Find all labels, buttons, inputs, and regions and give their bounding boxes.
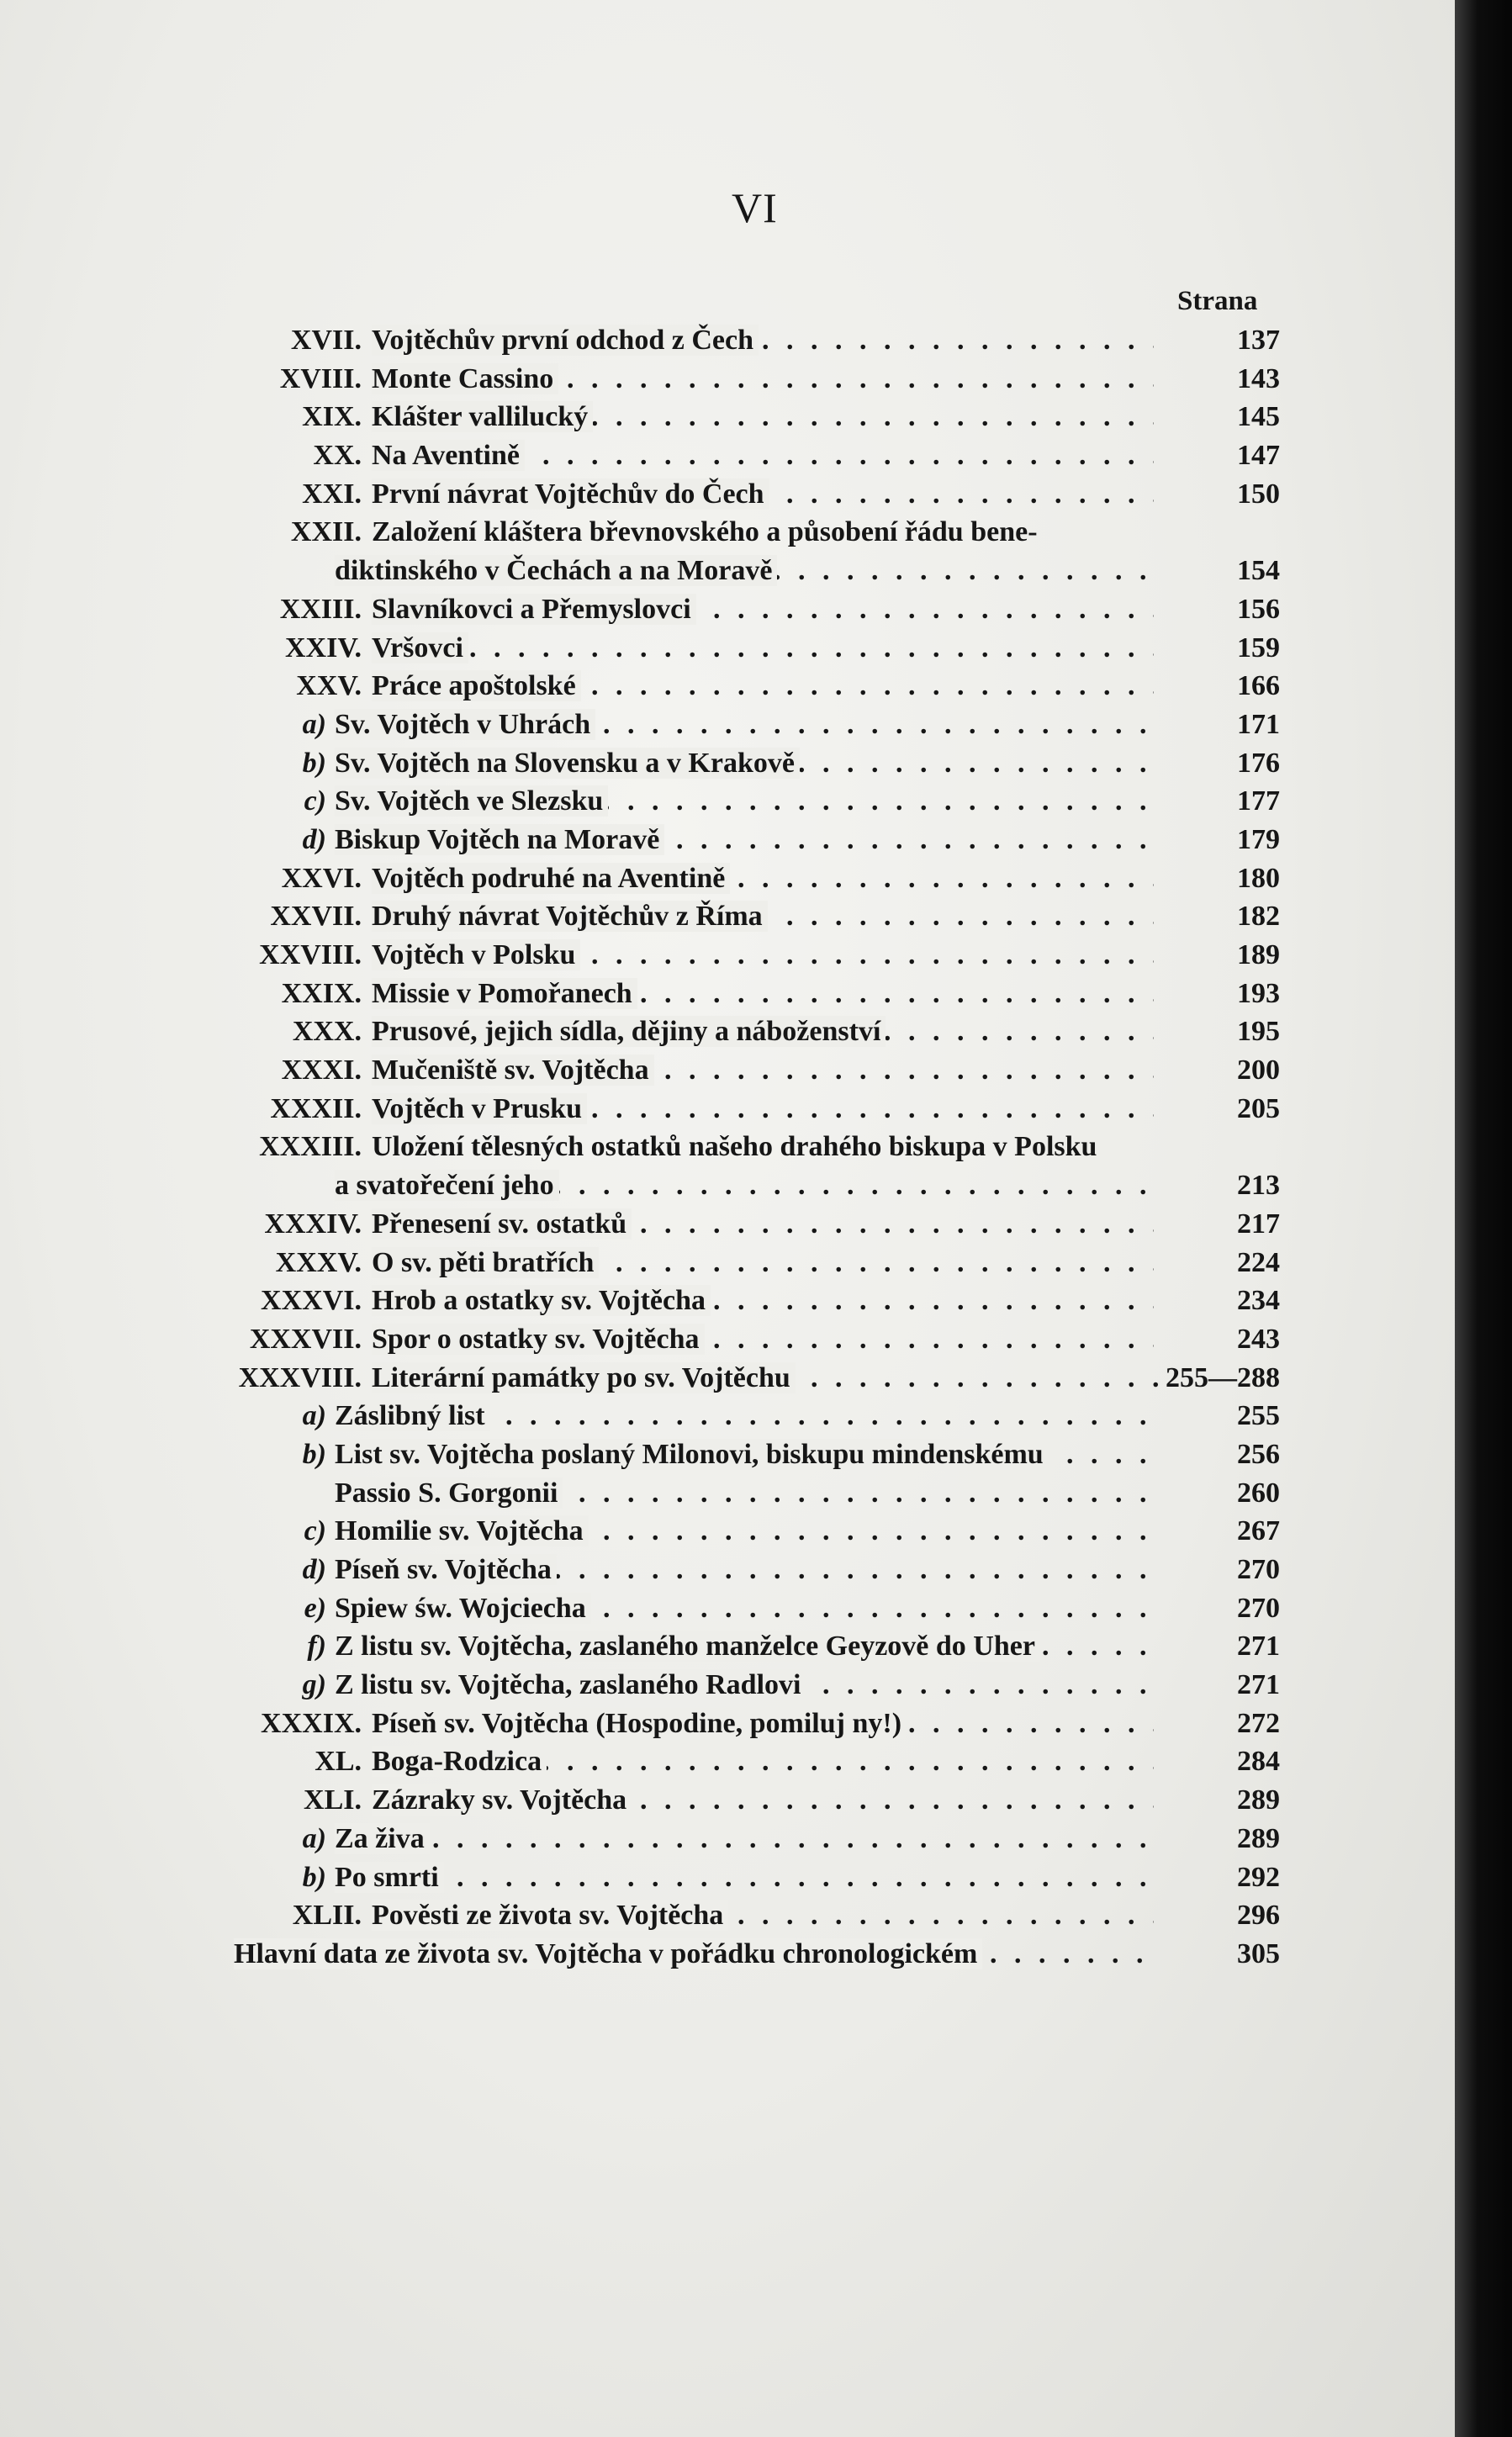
entry-title: Přenesení sv. ostatků: [372, 1208, 632, 1240]
entry-title: Sv. Vojtěch na Slovensku a v Krakově: [335, 748, 800, 779]
toc-entry: [0, 897, 1455, 936]
entry-title: Po smrti: [335, 1862, 444, 1893]
entry-number: XXXIX.: [261, 1707, 362, 1739]
entry-title: Biskup Vojtěch na Moravě: [335, 824, 664, 855]
entry-title: Píseň sv. Vojtěcha (Hospodine, pomiluj ny!): [372, 1708, 907, 1739]
entry-page: 255: [1237, 1400, 1280, 1432]
entry-number: XXIV.: [284, 632, 362, 663]
toc-entry: [0, 1435, 1455, 1474]
toc-entry: [0, 1589, 1455, 1628]
entry-page: 195: [1237, 1016, 1280, 1048]
entry-page: 289: [1237, 1784, 1280, 1816]
entry-page: 189: [1237, 939, 1280, 970]
toc-entry: [0, 321, 1455, 360]
entry-page: 255—288: [1166, 1361, 1280, 1393]
entry-number: XXIII.: [279, 593, 362, 625]
entry-number: XXVIII.: [259, 939, 362, 970]
toc-entry: [0, 1474, 1455, 1513]
entry-page: 305: [1237, 1937, 1280, 1969]
toc-entry: [0, 1512, 1455, 1551]
entry-number: XX.: [313, 440, 362, 472]
entry-title: Slavníkovci a Přemyslovci: [372, 594, 696, 625]
entry-number: g): [302, 1669, 326, 1701]
entry-page: 234: [1237, 1285, 1280, 1317]
entry-page: 292: [1237, 1861, 1280, 1893]
entry-page: 272: [1237, 1707, 1280, 1739]
entry-page: 213: [1237, 1170, 1280, 1202]
toc-entry: [0, 1896, 1455, 1935]
entry-page: 243: [1237, 1323, 1280, 1355]
entry-number: a): [302, 1400, 326, 1432]
entry-title: Spiew św. Wojciecha: [335, 1593, 591, 1624]
page-edge-shadow: [1455, 0, 1512, 2437]
toc-entry: [0, 436, 1455, 475]
entry-number: XXXIV.: [264, 1208, 362, 1240]
entry-title: Vojtěchův první odchod z Čech: [372, 325, 759, 356]
entry-number: XXXII.: [270, 1092, 362, 1124]
entry-title: Hlavní data ze života sv. Vojtěcha v pořádku chronologickém: [234, 1938, 982, 1969]
entry-number: XXVII.: [270, 901, 362, 933]
toc-entry: [0, 1551, 1455, 1589]
toc-entry: [0, 821, 1455, 859]
entry-title: Píseň sv. Vojtěcha: [335, 1554, 557, 1585]
entry-number: XLI.: [304, 1784, 362, 1816]
entry-title: Vojtěch v Polsku: [372, 939, 580, 970]
entry-number: XXIX.: [281, 977, 362, 1009]
entry-page: 171: [1237, 708, 1280, 740]
entry-number: XXX.: [292, 1016, 362, 1048]
entry-title: Na Aventině: [372, 440, 525, 471]
entry-title: Homilie sv. Vojtěcha: [335, 1515, 589, 1546]
entry-title: Missie v Pomořanech: [372, 978, 637, 1009]
entry-page: 270: [1237, 1554, 1280, 1585]
entry-page: 176: [1237, 747, 1280, 779]
toc-entry: [0, 1742, 1455, 1781]
entry-title: O sv. pěti bratřích: [372, 1247, 599, 1278]
entry-number: f): [307, 1631, 326, 1663]
entry-page: 270: [1237, 1592, 1280, 1624]
entry-number: e): [304, 1592, 326, 1624]
entry-title: Práce apoštolské: [372, 670, 581, 701]
entry-title: Hrob a ostatky sv. Vojtěcha: [372, 1285, 711, 1316]
toc-entry: [0, 629, 1455, 668]
entry-number: XXXVI.: [261, 1285, 362, 1317]
toc-entry: [0, 782, 1455, 821]
entry-page: 193: [1237, 977, 1280, 1009]
toc-entry: [0, 1090, 1455, 1129]
toc-entry: [0, 552, 1455, 590]
toc-entry: [0, 936, 1455, 975]
toc-entry: [0, 1781, 1455, 1820]
entry-title: Za živa: [335, 1823, 430, 1854]
entry-page: 224: [1237, 1246, 1280, 1278]
entry-page: 150: [1237, 478, 1280, 510]
entry-title: Passio S. Gorgonii: [335, 1478, 563, 1509]
entry-title: Uložení tělesných ostatků našeho drahého biskupa v Polsku: [372, 1131, 1097, 1163]
entry-title: Prusové, jejich sídla, dějiny a náboženství: [372, 1016, 886, 1047]
entry-title: List sv. Vojtěcha poslaný Milonovi, biskupu mindenskému: [335, 1439, 1049, 1470]
toc-entry: [0, 1397, 1455, 1435]
entry-page: 296: [1237, 1900, 1280, 1932]
entry-page: 284: [1237, 1746, 1280, 1778]
entry-page: 154: [1237, 555, 1280, 587]
entry-number: XXXV.: [275, 1246, 362, 1278]
entry-title: Vršovci: [372, 632, 468, 663]
entry-page: 260: [1237, 1477, 1280, 1509]
entry-title: Zázraky sv. Vojtěcha: [372, 1784, 632, 1816]
entry-number: XLII.: [292, 1900, 362, 1932]
toc-entry: [0, 1666, 1455, 1705]
entry-number: XXVI.: [281, 862, 362, 894]
toc-entry: [0, 975, 1455, 1013]
entry-number: d): [302, 823, 326, 855]
toc-entry: [0, 513, 1455, 552]
column-header: Strana: [1177, 286, 1258, 316]
toc-entry: [0, 1935, 1455, 1974]
entry-page: 217: [1237, 1208, 1280, 1240]
entry-title: Z listu sv. Vojtěcha, zaslaného manželce Geyzově do Uher: [335, 1631, 1040, 1662]
entry-number: a): [302, 1822, 326, 1854]
entry-number: XVIII.: [279, 362, 362, 394]
entry-title: Z listu sv. Vojtěcha, zaslaného Radlovi: [335, 1669, 806, 1700]
entry-page: 143: [1237, 362, 1280, 394]
entry-title: Založení kláštera břevnovského a působení řádu bene-: [372, 516, 1038, 548]
entry-page: 166: [1237, 670, 1280, 702]
toc-entry: [0, 398, 1455, 436]
entry-number: XL.: [315, 1746, 362, 1778]
entry-number: b): [302, 1861, 326, 1893]
entry-number: XXV.: [296, 670, 362, 702]
entry-page: 271: [1237, 1669, 1280, 1701]
entry-title: Monte Cassino: [372, 363, 558, 394]
toc-entry: [0, 744, 1455, 783]
entry-number: b): [302, 747, 326, 779]
toc-entry: [0, 1205, 1455, 1244]
entry-title: Záslibný list: [335, 1400, 490, 1431]
entry-page: 289: [1237, 1822, 1280, 1854]
entry-number: XXXIII.: [259, 1131, 362, 1163]
entry-page: 179: [1237, 823, 1280, 855]
entry-title: Vojtěch podruhé na Aventině: [372, 863, 730, 894]
toc-entry: [0, 1705, 1455, 1743]
toc-entry: [0, 1282, 1455, 1320]
entry-page: 137: [1237, 325, 1280, 356]
toc-entry: [0, 1244, 1455, 1282]
entry-page: 200: [1237, 1055, 1280, 1086]
entry-number: XVII.: [290, 325, 362, 356]
toc-entry: [0, 1051, 1455, 1090]
toc-entry: [0, 1627, 1455, 1666]
toc-entry: [0, 590, 1455, 629]
entry-title: Sv. Vojtěch v Uhrách: [335, 709, 595, 740]
entry-page: 271: [1237, 1631, 1280, 1663]
entry-number: a): [302, 708, 326, 740]
toc-entry: [0, 1359, 1455, 1398]
entry-number: c): [304, 785, 326, 817]
entry-page: 159: [1237, 632, 1280, 663]
entry-number: c): [304, 1515, 326, 1547]
entry-number: XXXVIII.: [238, 1361, 362, 1393]
entry-title: Sv. Vojtěch ve Slezsku: [335, 785, 608, 817]
entry-number: b): [302, 1438, 326, 1470]
entry-title: Vojtěch v Prusku: [372, 1093, 587, 1124]
entry-title: Boga-Rodzica: [372, 1746, 547, 1777]
entry-title: Mučeniště sv. Vojtěcha: [372, 1055, 654, 1086]
entry-number: d): [302, 1554, 326, 1585]
entry-page: 182: [1237, 901, 1280, 933]
entry-title: Literární památky po sv. Vojtěchu: [372, 1362, 796, 1393]
toc-entry: [0, 475, 1455, 514]
toc-entry: [0, 1012, 1455, 1051]
entry-number: XXII.: [290, 516, 362, 548]
toc-entry: [0, 706, 1455, 744]
entry-number: XIX.: [302, 401, 362, 433]
entry-title: diktinského v Čechách a na Moravě: [335, 555, 777, 586]
entry-page: 147: [1237, 440, 1280, 472]
entry-page: 156: [1237, 593, 1280, 625]
entry-title: Druhý návrat Vojtěchův z Říma: [372, 901, 768, 932]
entry-title: První návrat Vojtěchův do Čech: [372, 478, 769, 510]
toc-entry: [0, 1166, 1455, 1205]
entry-title: Klášter vallilucký: [372, 401, 593, 432]
entry-page: 256: [1237, 1438, 1280, 1470]
toc-entry: [0, 1320, 1455, 1359]
toc-entry: [0, 1858, 1455, 1897]
toc-entry: [0, 360, 1455, 399]
entry-page: 177: [1237, 785, 1280, 817]
toc-entry: [0, 1128, 1455, 1166]
table-of-contents: [0, 321, 1455, 1974]
entry-page: 267: [1237, 1515, 1280, 1547]
entry-page: 180: [1237, 862, 1280, 894]
toc-entry: [0, 667, 1455, 706]
entry-number: XXXVII.: [249, 1323, 362, 1355]
page-number: VI: [732, 184, 778, 231]
toc-entry: [0, 1820, 1455, 1858]
entry-page: 145: [1237, 401, 1280, 433]
entry-title: Pověsti ze života sv. Vojtěcha: [372, 1900, 728, 1931]
entry-title: a svatořečení jeho: [335, 1170, 559, 1201]
entry-number: XXXI.: [281, 1055, 362, 1086]
entry-number: XXI.: [302, 478, 362, 510]
entry-title: Spor o ostatky sv. Vojtěcha: [372, 1324, 705, 1355]
entry-page: 205: [1237, 1092, 1280, 1124]
toc-entry: [0, 859, 1455, 898]
